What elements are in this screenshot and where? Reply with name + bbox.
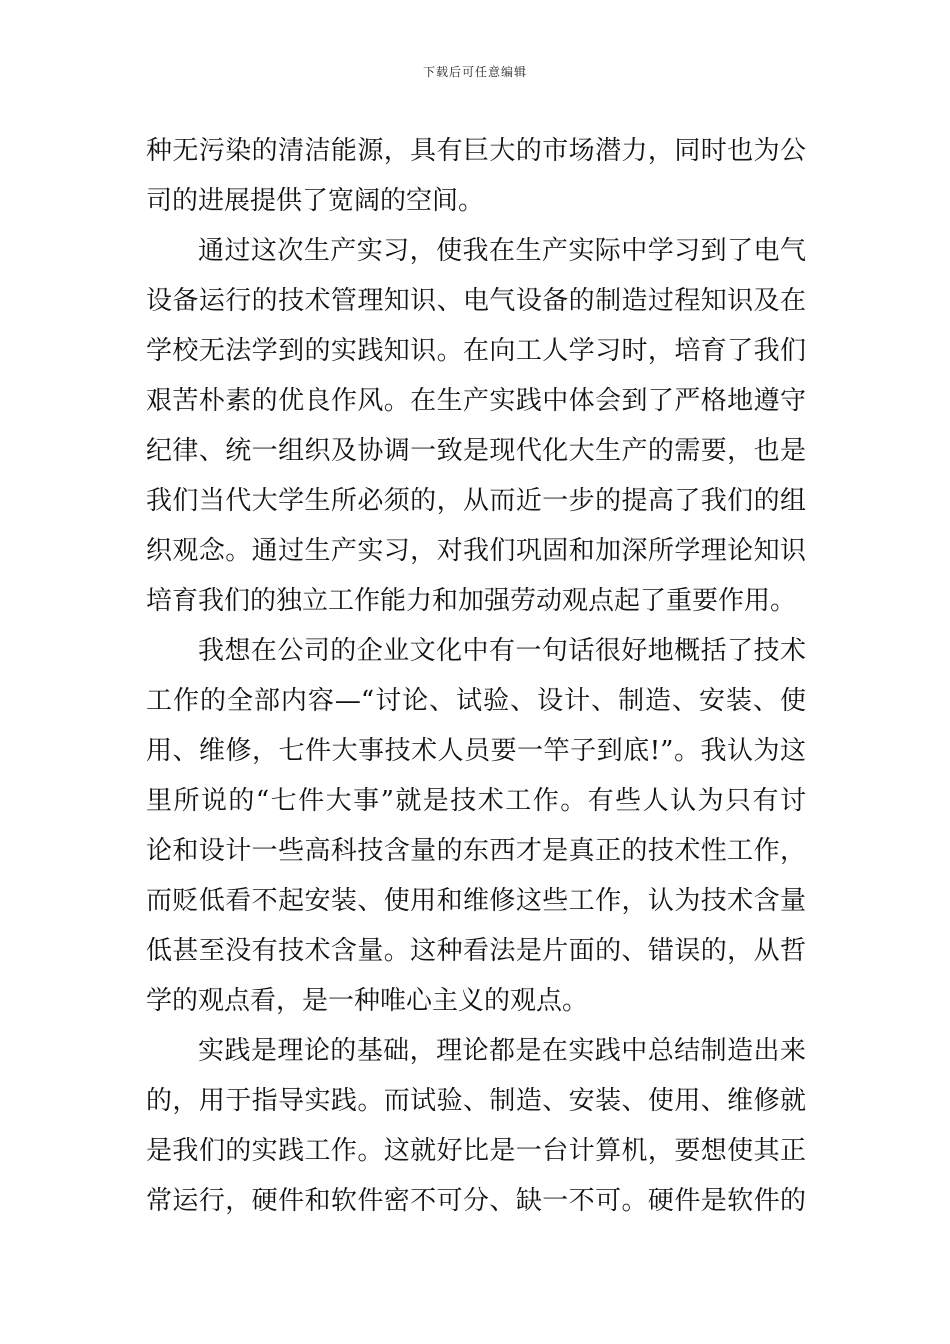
text-line: 纪律、统一组织及协调一致是现代化大生产的需要，也是 xyxy=(146,436,806,466)
paragraph xyxy=(146,126,806,226)
text-line: 的，用于指导实践。而试验、制造、安装、使用、维修就 xyxy=(146,1086,806,1116)
document-body xyxy=(146,126,806,1226)
text-line: 我想在公司的企业文化中有一句话很好地概括了技术 xyxy=(198,636,806,666)
text-line: 工作的全部内容—“讨论、试验、设计、制造、安装、使 xyxy=(146,686,806,716)
text-line: 种无污染的清洁能源，具有巨大的市场潜力，同时也为公 xyxy=(146,136,806,166)
text-line: 司的进展提供了宽阔的空间。 xyxy=(146,186,485,216)
text-line: 设备运行的技术管理知识、电气设备的制造过程知识及在 xyxy=(146,286,806,316)
text-line: 常运行，硬件和软件密不可分、缺一不可。硬件是软件的 xyxy=(146,1186,806,1216)
text-line: 实践是理论的基础，理论都是在实践中总结制造出来 xyxy=(198,1036,806,1066)
text-line: 而贬低看不起安装、使用和维修这些工作，认为技术含量 xyxy=(146,886,806,916)
paragraph xyxy=(146,226,806,626)
text-line: 用、维修，七件大事技术人员要一竿子到底!”。我认为这 xyxy=(146,736,806,766)
text-line: 我们当代大学生所必须的，从而近一步的提高了我们的组 xyxy=(146,486,806,516)
text-line: 学的观点看，是一种唯心主义的观点。 xyxy=(146,986,589,1016)
page-header: 下载后可任意编辑 xyxy=(422,65,527,79)
paragraph xyxy=(146,1026,806,1226)
text-line: 低甚至没有技术含量。这种看法是片面的、错误的，从哲 xyxy=(146,936,806,966)
text-line: 艰苦朴素的优良作风。在生产实践中体会到了严格地遵守 xyxy=(146,386,806,416)
text-line: 学校无法学到的实践知识。在向工人学习时，培育了我们 xyxy=(146,336,806,366)
text-line: 织观念。通过生产实习，对我们巩固和加深所学理论知识 xyxy=(146,536,806,566)
text-line: 里所说的“七件大事”就是技术工作。有些人认为只有讨 xyxy=(146,786,806,816)
text-line: 是我们的实践工作。这就好比是一台计算机，要想使其正 xyxy=(146,1136,806,1166)
paragraph xyxy=(146,626,806,1026)
text-line: 培育我们的独立工作能力和加强劳动观点起了重要作用。 xyxy=(146,586,797,616)
text-line: 论和设计一些高科技含量的东西才是真正的技术性工作， xyxy=(146,836,806,866)
text-line: 通过这次生产实习，使我在生产实际中学习到了电气 xyxy=(198,236,806,266)
